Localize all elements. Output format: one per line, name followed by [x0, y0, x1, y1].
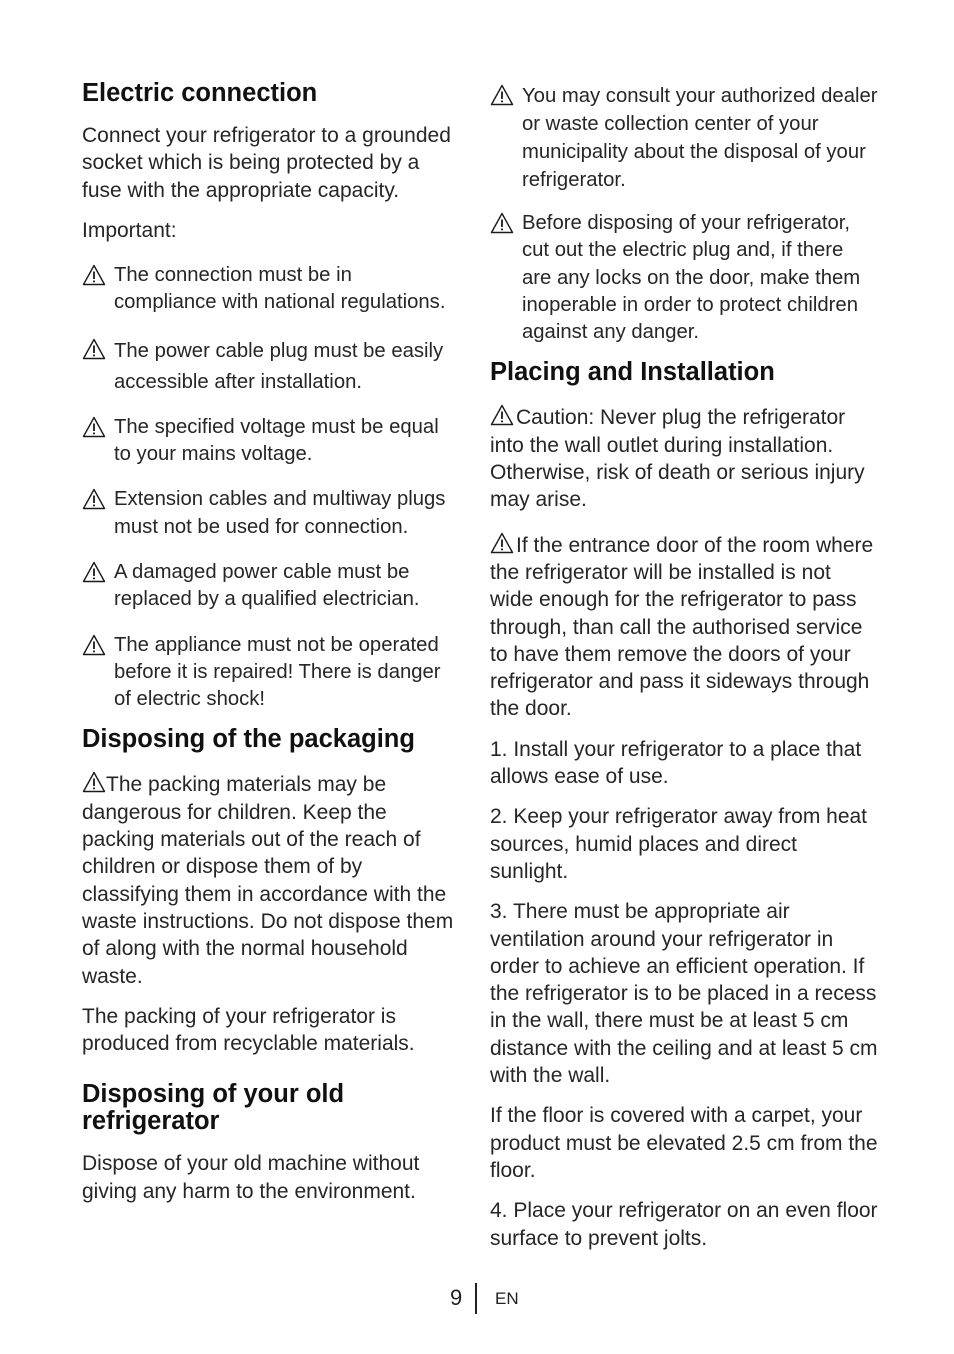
- warning-item: [82, 336, 460, 398]
- install-step: 1. Install your refrigerator to a place that allows ease of use.: [490, 737, 862, 789]
- old-refrigerator-heading: Disposing of your old refrigerator: [82, 1080, 345, 1136]
- packaging-text: The packing of your refrigerator is produced from recyclable materials.: [82, 1004, 415, 1056]
- install-step: 4. Place your refrigerator on an even floor surface to prevent jolts.: [490, 1199, 878, 1250]
- placing-caution-text: Caution: Never plug the refrigerator into the wall outlet during installation. Otherwise, risk of death or serious injury may arise.: [490, 406, 865, 512]
- warning-text: The specified voltage must be equal to your mains voltage.: [114, 415, 439, 466]
- packaging-warning: [82, 771, 460, 989]
- warning-item: [82, 262, 460, 317]
- warning-text: The connection must be in compliance with national regulations.: [114, 264, 446, 314]
- warning-triangle-icon: [82, 634, 106, 656]
- packaging-warning-text: The packing materials may be dangerous for children. Keep the packing materials out of the reach of children or dispose them of by classifying them in accordance with the waste instructions. Do not dispose them of along with the normal household waste.: [82, 773, 454, 988]
- language-label: EN: [495, 1289, 519, 1308]
- warning-triangle-icon: [490, 84, 514, 106]
- install-step: 3. There must be appropriate air ventilation around your refrigerator in order to achieve an efficient operation. If the refrigerator is to be placed in a recess in the wall, there must be at least 5 cm distance with the ceiling and at least 5 cm with the wall.: [490, 900, 878, 1088]
- warning-item: [82, 414, 460, 469]
- install-step: 2. Keep your refrigerator away from heat sources, humid places and direct sunlight.: [490, 805, 868, 883]
- warning-triangle-icon: [490, 404, 514, 426]
- warning-triangle-icon: [82, 488, 106, 510]
- important-label: Important:: [82, 218, 177, 242]
- warning-text: A damaged power cable must be replaced by a qualified electrician.: [114, 560, 420, 611]
- packaging-heading: Disposing of the packaging: [82, 725, 415, 754]
- left-column: [82, 74, 460, 1205]
- warning-item: [82, 632, 460, 714]
- electric-intro: Connect your refrigerator to a grounded socket which is being protected by a fuse with the appropriate capacity.: [82, 124, 451, 202]
- door-note-text: If the entrance door of the room where the refrigerator will be installed is not wide enough for the refrigerator to pass through, than call the authorised service to have them remove the doors of your refrigerator and pass it sideways through the door.: [490, 533, 874, 721]
- door-note: [490, 532, 878, 723]
- page-footer: [0, 1283, 954, 1315]
- warning-triangle-icon: [82, 338, 106, 360]
- page-number: 9: [450, 1285, 463, 1310]
- install-step: If the floor is covered with a carpet, your product must be elevated 2.5 cm from the floor.: [490, 1104, 878, 1182]
- placing-heading: Placing and Installation: [490, 358, 775, 387]
- electric-connection-heading: Electric connection: [82, 79, 318, 107]
- warning-item: [82, 559, 460, 614]
- warning-text: The power cable plug must be easily accessible after installation.: [114, 339, 444, 393]
- disposal-warning-text: Before disposing of your refrigerator, cut out the electric plug and, if there are any locks on the door, make them inoperable in order to protect children against any danger.: [522, 212, 861, 344]
- warning-triangle-icon: [82, 561, 106, 583]
- old-refrigerator-text: Dispose of your old machine without giving any harm to the environment.: [82, 1152, 420, 1203]
- warning-triangle-icon: [82, 771, 106, 793]
- disposal-warning: [490, 82, 878, 194]
- placing-caution: [490, 404, 878, 513]
- right-column: [490, 74, 878, 1252]
- warning-triangle-icon: [490, 532, 514, 554]
- warning-text: The appliance must not be operated before it is repaired! There is danger of electric shock!: [114, 633, 441, 711]
- disposal-warning-text: You may consult your authorized dealer or waste collection center of your municipality about the disposal of your refrigerator.: [522, 85, 878, 191]
- warning-triangle-icon: [490, 212, 514, 234]
- warning-triangle-icon: [82, 416, 106, 438]
- warning-item: [82, 486, 460, 541]
- footer-divider: [475, 1283, 477, 1314]
- warning-text: Extension cables and multiway plugs must not be used for connection.: [114, 488, 446, 538]
- disposal-warning: [490, 210, 878, 346]
- warning-triangle-icon: [82, 264, 106, 286]
